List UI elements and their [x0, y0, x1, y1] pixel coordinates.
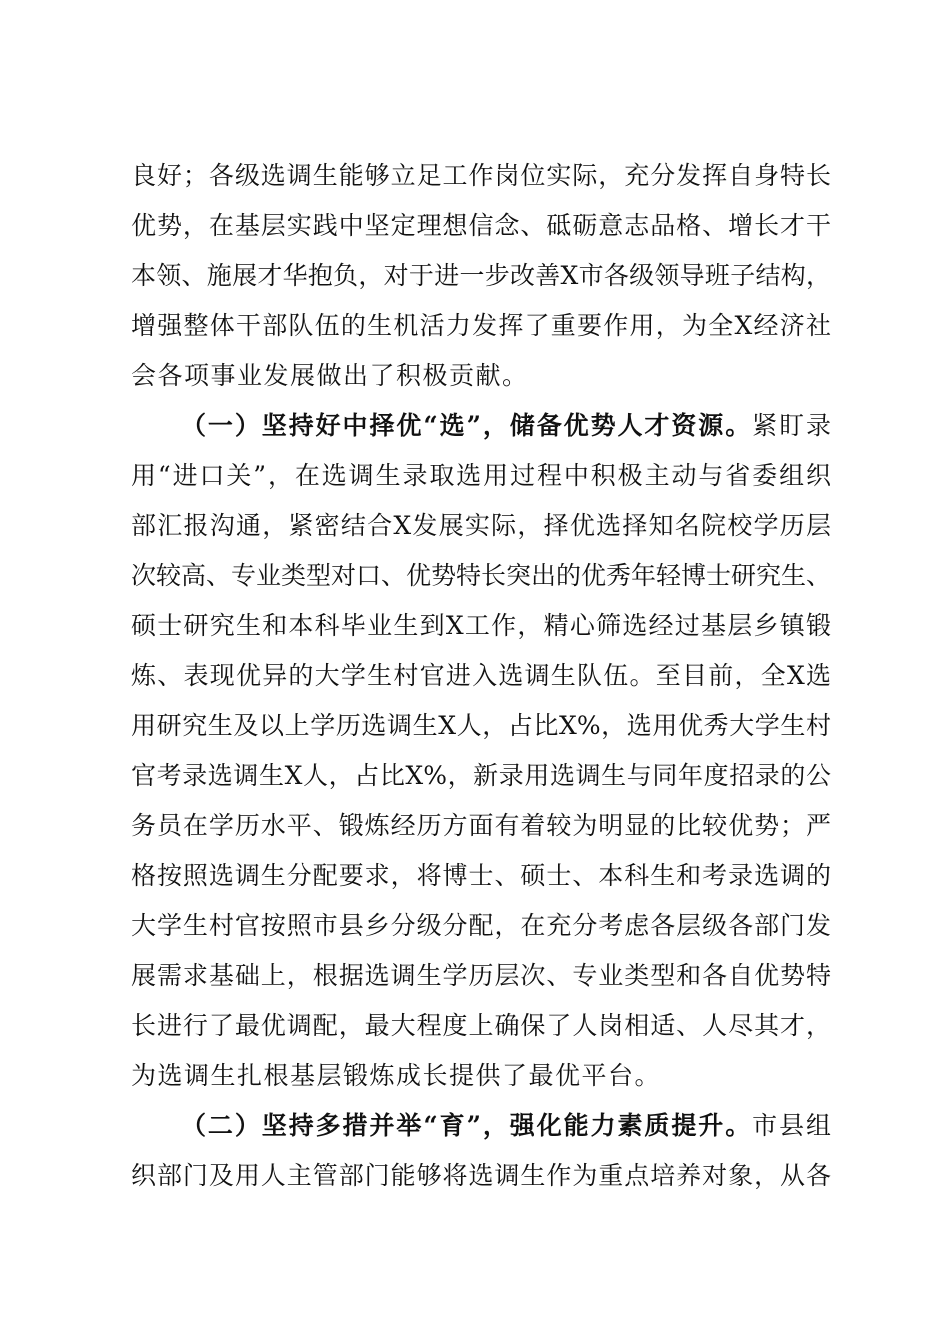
- paragraph-line: 展需求基础上，根据选调生学历层次、专业类型和各自优势特: [131, 961, 831, 990]
- paragraph-line: 次较高、专业类型对口、优势特长突出的优秀年轻博士研究生、: [131, 561, 832, 590]
- paragraph-line: 长进行了最优调配，最大程度上确保了人岗相适、人尽其才，: [131, 1011, 831, 1040]
- paragraph-line: 格按照选调生分配要求，将博士、硕士、本科生和考录选调的: [131, 861, 831, 890]
- section-2-first-line: [181, 1108, 831, 1144]
- paragraph-line: 为选调生扎根基层锻炼成长提供了最优平台。: [131, 1061, 662, 1090]
- paragraph-line: 良好；各级选调生能够立足工作岗位实际，充分发挥自身特长: [131, 161, 831, 190]
- section-2-first-line-rest: 市县组: [752, 1111, 831, 1140]
- paragraph-line: 大学生村官按照市县乡分级分配，在充分考虑各层级各部门发: [131, 911, 831, 940]
- paragraph-line: 优势，在基层实践中坚定理想信念、砥砺意志品格、增长才干: [131, 211, 831, 240]
- paragraph-line: 用研究生及以上学历选调生X人，占比X%，选用优秀大学生村: [131, 711, 831, 740]
- paragraph-line: 用“进口关”，在选调生录取选用过程中积极主动与省委组织: [131, 461, 831, 490]
- paragraph-line: 本领、施展才华抱负，对于进一步改善X市各级领导班子结构，: [131, 261, 831, 290]
- paragraph-line: 务员在学历水平、锻炼经历方面有着较为明显的比较优势；严: [131, 811, 831, 840]
- section-2-heading: （二）坚持多措并举“育”，强化能力素质提升。: [181, 1111, 753, 1140]
- paragraph-line: 部汇报沟通，紧密结合X发展实际，择优选择知名院校学历层: [131, 511, 831, 540]
- paragraph-line: 炼、表现优异的大学生村官进入选调生队伍。至目前，全X选: [131, 661, 831, 690]
- section-1-first-line: [181, 408, 831, 444]
- paragraph-line: 会各项事业发展做出了积极贡献。: [131, 361, 529, 390]
- paragraph-line: 增强整体干部队伍的生机活力发挥了重要作用，为全X经济社: [131, 311, 831, 340]
- paragraph-line: 官考录选调生X人，占比X%，新录用选调生与同年度招录的公: [131, 761, 831, 790]
- section-1-first-line-rest: 紧盯录: [752, 411, 831, 440]
- paragraph-line: 织部门及用人主管部门能够将选调生作为重点培养对象，从各: [131, 1161, 831, 1190]
- section-1-heading: （一）坚持好中择优“选”，储备优势人才资源。: [181, 411, 753, 440]
- paragraph-line: 硕士研究生和本科毕业生到X工作，精心筛选经过基层乡镇锻: [131, 611, 831, 640]
